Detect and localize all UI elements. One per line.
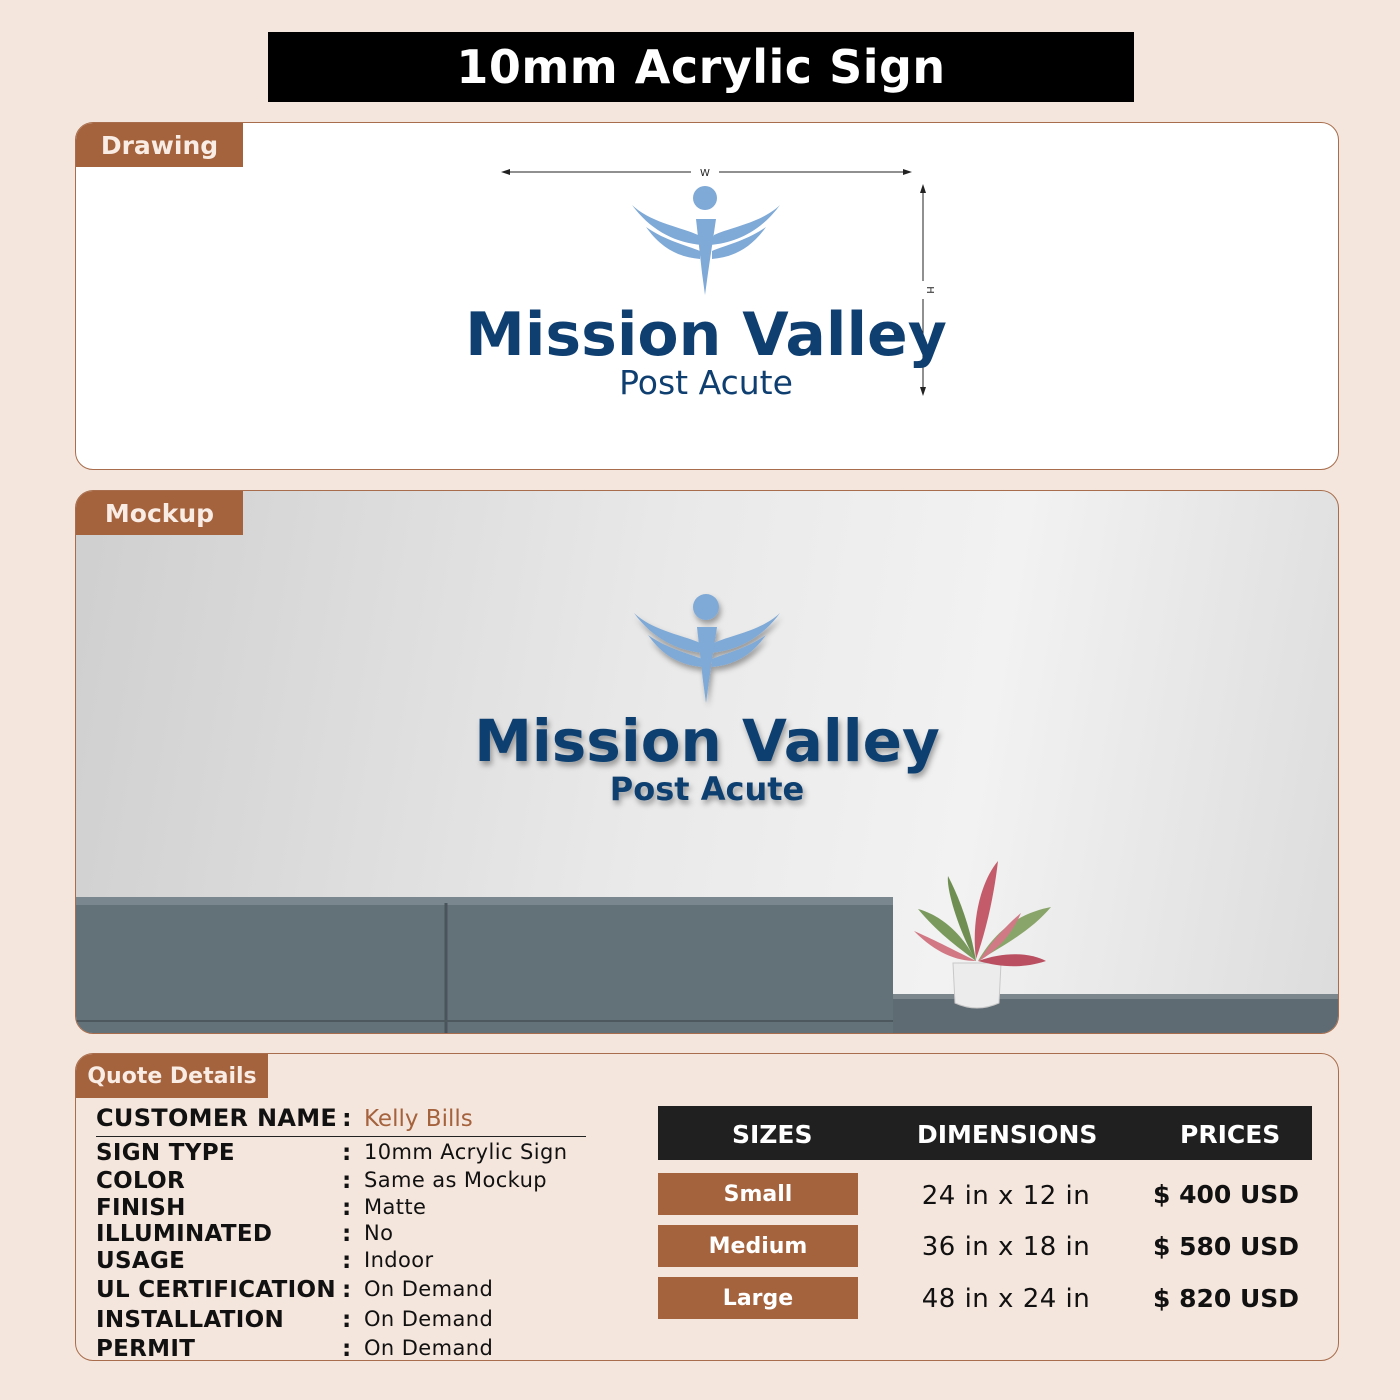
mockup-logo-subtitle: Post Acute [609,770,805,808]
price-value: $ 820 USD [1152,1284,1300,1313]
drawing-panel [75,122,1339,470]
customer-row [96,1104,586,1137]
spec-key: COLOR [96,1168,186,1194]
mockup-tab: Mockup [76,491,243,535]
sizes-header: SIZES [732,1120,813,1149]
potted-plant [914,861,1051,1008]
quote-details-tab: Quote Details [76,1054,268,1098]
cabinet [76,897,1338,1033]
size-option-small[interactable]: Small [658,1173,858,1215]
dimension-value: 24 in x 12 in [921,1181,1091,1211]
dimensions-header: DIMENSIONS [917,1120,1098,1149]
dimension-value: 36 in x 18 in [921,1232,1091,1262]
size-option-large[interactable]: Large [658,1277,858,1319]
spec-value: No [364,1221,394,1245]
spec-value: On Demand [364,1307,494,1331]
colon: : [342,1307,352,1333]
price-table-header [658,1106,1312,1160]
colon: : [342,1140,352,1166]
colon: : [342,1221,352,1247]
colon: : [342,1248,352,1274]
spec-value: Indoor [364,1248,434,1272]
mockup-scene [76,491,1338,1033]
spec-key: USAGE [96,1248,186,1274]
spec-key: SIGN TYPE [96,1140,235,1166]
quote-details-panel [75,1053,1339,1361]
spec-value: 10mm Acrylic Sign [364,1140,568,1164]
prices-header: PRICES [1180,1120,1281,1149]
spec-value: On Demand [364,1336,494,1360]
colon: : [342,1195,352,1221]
mockup-winged-figure-icon [634,594,780,703]
size-option-medium[interactable]: Medium [658,1225,858,1267]
colon: : [342,1336,352,1361]
dimension-value: 48 in x 24 in [921,1284,1091,1314]
logo-name: Mission Valley [465,300,947,370]
colon: : [342,1104,352,1132]
winged-figure-icon [632,186,780,295]
height-label: H [924,286,935,294]
customer-name-value: Kelly Bills [364,1106,473,1132]
drawing-canvas [76,123,1338,469]
spec-key: FINISH [96,1195,186,1221]
spec-key: INSTALLATION [96,1307,285,1333]
mockup-logo-name: Mission Valley [474,707,940,775]
price-value: $ 580 USD [1152,1232,1300,1261]
page-title: 10mm Acrylic Sign [268,32,1134,102]
colon: : [342,1277,352,1303]
spec-value: Matte [364,1195,427,1219]
spec-key: UL CERTIFICATION [96,1277,336,1303]
spec-key: PERMIT [96,1336,196,1361]
customer-name-label: CUSTOMER NAME [96,1104,338,1132]
spec-value: Same as Mockup [364,1168,548,1192]
width-label: W [700,168,710,179]
spec-key: ILLUMINATED [96,1221,273,1247]
price-value: $ 400 USD [1152,1180,1300,1209]
logo-subtitle: Post Acute [619,363,793,402]
drawing-tab: Drawing [76,123,243,167]
mockup-panel [75,490,1339,1034]
colon: : [342,1168,352,1194]
spec-value: On Demand [364,1277,494,1301]
